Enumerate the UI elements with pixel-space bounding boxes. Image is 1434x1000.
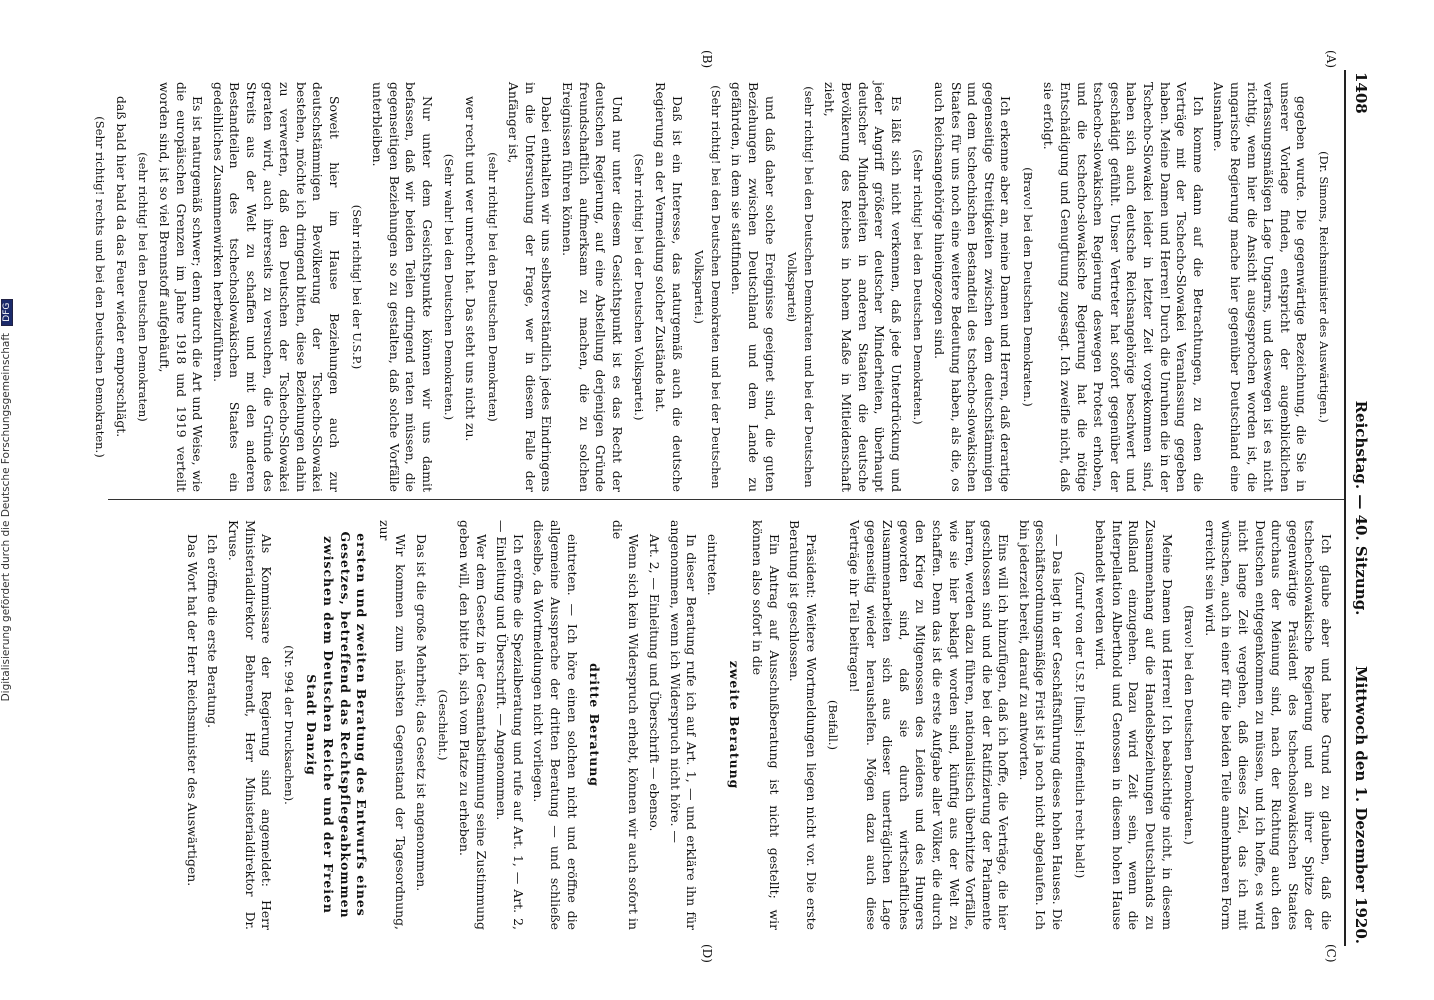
footer-strip <box>0 0 20 1000</box>
interjection: (Dr. Simons, Reichsminister des Auswärtigen.) <box>1317 151 1331 423</box>
paragraph: Ein Antrag auf Ausschußberatung ist nicht gestellt; wir können also sofort in die <box>750 520 782 930</box>
interjection: (Sehr richtig! bei der U.S.P.) <box>349 204 364 370</box>
interjection: (Bravo! bei den Deutschen Demokraten.) <box>1020 167 1035 407</box>
right-column <box>179 520 1334 930</box>
paragraph: Wenn sich kein Widerspruch erhebt, können wir auch sofort in die <box>609 520 642 930</box>
paragraph: Es ist naturgemäß schwer; denn durch die Art und Weise, wie die europäischen Grenzen im Jahre 1918 und 1919 verteilt worden sind, ist so viel Brennstoff aufgehäuft, <box>157 82 206 492</box>
interjection: (sehr richtig! bei den Deutschen Demokraten und bei der Deutschen Volkspartei) <box>785 86 816 488</box>
footer-credit-text: Digitalisierung gefördert durch die Deutsche Forschungsgemeinschaft <box>0 333 12 702</box>
paragraph: Und nur unter diesem Gesichtspunkt ist es das Recht der deutschen Regierung, auf eine Abstellung derjenigen Gründe freundschaftlich aufmerksam zu machen, die zu solchen Ereignissen führen können. <box>560 82 625 492</box>
paragraph: und daß daher solche Ereignisse geeignet sind, die guten Beziehungen zwischen Deutschland und dem Lande zu gefährden, in dem sie stattfinden. <box>729 82 778 492</box>
agenda-heading: zweite Beratung <box>727 660 743 790</box>
paragraph: eintreten. <box>704 534 720 596</box>
paragraph: Soweit hier im Hause Beziehungen auch zur deutschstämmigen Bevölkerung der Tschecho-Slowakei bestehen, möchte ich dringend bitten, diese Beziehungen dahin zu verwerten, daß den Deutschen der Tschecho-Slowakei geraten wird, auch ihrerseits zu versuchen, die Gründe des Streits aus der Welt zu schaffen und mit den anderen Bestandteilen des tschechoslowakischen Staates ein gedeihliches Zusammenwirken herbeizuführen. <box>210 82 342 492</box>
paragraph: Das Wort hat der Herr Reichsminister des Auswärtigen. <box>184 534 200 887</box>
paragraph: Präsident: Weitere Wortmeldungen liegen nicht vor. Die erste Beratung ist geschlossen. <box>787 520 819 930</box>
interjection: (Bravo! bei den Deutschen Demokraten.) <box>1182 605 1197 845</box>
interjection: (Sehr richtig! bei den Deutschen Demokraten.) <box>911 149 926 425</box>
interjection: (Beifall.) <box>826 699 841 751</box>
paragraph: Ich erkenne aber an, meine Damen und Herren, daß derartige gegenseitige Streitigkeiten zwischen dem deutschstämmigen und dem tschechischen Bestandteil des tschecho-slowakischen Staates für uns noch eine weitere Bedeutung haben, als die, os auch Reichsangehörige hineingezogen sind. <box>931 82 1014 492</box>
interjection: (Sehr richtig! bei den Deutschen Demokraten und bei der Deutschen Volkspartei.) <box>692 85 723 489</box>
paragraph: Ich glaube aber und habe Grund zu glauben, daß die tschechoslowakische Regierung und an ihrer Spitze der gegenwärtige Präsident des tschechoslowakischen Staates durchaus der Meinung sind, nach der Richtung auch den Deutschen entgegenkommen zu müssen, und ich hoffe, es wird nicht lange Zeit vergehen, daß dieses Ziel, das ich mit wünschen, auch in einer für die beiden Teile annehmbaren Form erreicht sein wird. <box>1202 520 1334 930</box>
interjection: (Sehr wahr! bei den Deutschen Demokraten.) <box>442 153 457 421</box>
session-title: Reichstag. — 40. Sitzung. <box>1352 400 1370 616</box>
interjection: (sehr richtig! bei den Deutschen Demokraten) <box>136 152 151 422</box>
dfg-logo: DFG <box>1 299 13 326</box>
footer-credit <box>0 0 20 1000</box>
interjection: (Zuruf von der U.S.P. [links]: Hoffentlich recht bald!) <box>1072 571 1087 879</box>
paragraph: Ich eröffne die Spezialberatung und rufe auf Art. 1, — Art. 2, — Einleitung und Überschrift. — Angenommen. <box>494 520 526 930</box>
paragraph: Wir kommen zum nächsten Gegenstand der Tagesordnung, zur <box>376 520 409 930</box>
interjection: (Sehr richtig! rechts und bei den Deutschen Demokraten.) <box>93 116 108 458</box>
page-number: 1408 <box>1352 72 1370 114</box>
agenda-heading: ersten und zweiten Beratung des Entwurfs eines Gesetzes, betreffend das Rechtspflegeabkommen zwischen dem Deutschen Reiche und der Freien Stadt Danzig <box>304 531 370 919</box>
paragraph: daß bald hier bald da das Feuer wieder emporschlägt. <box>113 96 129 438</box>
paragraph: — Das liegt in der Geschäftsführung dieses hohen Hauses. Die geschäftsordnungsmäßige Frist ist ja noch nicht abgelaufen. Ich bin jederzeit bereit, darauf zu antworten. <box>1016 520 1066 930</box>
paragraph: Es läßt sich nicht verkennen, daß jede Unterdrückung und jeder Angriff größerer deutscher Minderheiten, überhaupt deutscher Minderheiten in anderen Staaten die deutsche Bevölkerung des Reiches in hohem Maße in Mitleidenschaft zieht, <box>822 82 904 492</box>
paragraph: gegeben wurde. Die gegenwärtige Bezeichnung, die Sie in unserer Vorlage finden, entspricht der augenblicklichen verfassungsmäßigen Lage Ungarns, und deswegen ist es nicht richtig, wenn hier die Ansicht ausgesprochen worden ist, die ungarische Regierung mache hier gegenüber Deutschland eine Ausnahme. <box>1211 82 1310 492</box>
margin-marker-c: (C) <box>1324 944 1338 963</box>
interjection: (Nr. 994 der Drucksachen). <box>281 645 296 805</box>
paragraph: Nur unter dem Gesichtspunkte können wir uns damit befassen, daß wir beiden Teilen dringend raten müssen, die gegenseitigen Beziehungen so zu gestalten, daß solche Vorfälle unterbleiben. <box>370 82 435 492</box>
paragraph: Eins will ich hinzufügen, daß ich hoffe, die Verträge, die hier geschlossen sind und die bei der Ratifizierung der Parlamente harren, werden dazu führen, nationalistisch überhitzte Vorfälle, wie sie hier beklagt worden sind, künftig aus der Welt zu schaffen. Denn das ist die erste Aufgabe aller Völker, die durch den Krieg zu Mitgenossen des Leidens und des Hungers geworden sind, daß sie durch wirtschaftliches Zusammenarbeiten sich aus dieser unerträglichen Lage gegenseitig wieder heraushelfen. Mögen dazu auch diese Verträge ihr Teil beitragen! <box>846 520 1012 930</box>
page-header <box>1340 72 1380 944</box>
paragraph: In dieser Beratung rufe ich auf Art. 1, — und erkläre ihn für angenommen, wenn ich Widerspruch nicht höre. — <box>667 520 700 930</box>
margin-marker-b: (B) <box>700 50 714 69</box>
column-divider <box>108 499 1344 500</box>
paragraph: Als Kommissare der Regierung sind angemeldet: Herr Ministerialdirektor Behrendt, Herr Ministerialdirektor Dr. Kruse. <box>225 520 275 930</box>
header-rule <box>1344 70 1346 946</box>
left-column <box>86 82 1334 492</box>
paragraph: Daß ist ein Interesse, das naturgemäß auch die deutsche Regierung an der Vermeidung solcher Zustände hat. <box>653 82 685 492</box>
paragraph: Das ist die große Mehrheit; das Gesetz ist angenommen. <box>413 534 429 892</box>
paragraph: Ich komme dann auf die Betrachtungen, zu denen die Verträge mit der Tschecho-Slowakei Veranlassung gegeben haben. Meine Damen und Herren! Durch die Unruhen die in der Tschecho-Slowakei leider in letzter Zeit vorgekommen sind, haben sich auch deutsche Reichsangehörige beschwert und geschädigt gefühlt. Unser Vertreter hat sofort gegenüber der tschecho-slowakischen Regierung deswegen Protest erhoben, und die tschecho-slowakische Regierung hat die nötige Entschädigung und Genugtuung zugesagt. Ich zweifle nicht, daß sie erfolgt. <box>1041 82 1206 492</box>
paragraph: Art. 2, — Einleitung und Überschrift — ebenso. <box>647 534 663 832</box>
interjection: (Sehr richtig! bei der Deutschen Volkspartei.) <box>632 153 647 421</box>
paragraph: Wer dem Gesetz in der Gesamtabstimmung seine Zustimmung geben will, den bitte ich, sich vom Platze zu erheben. <box>457 520 489 930</box>
interjection: (Geschieht.) <box>436 689 451 761</box>
margin-marker-d: (D) <box>700 944 714 963</box>
agenda-heading: dritte Beratung <box>587 663 603 787</box>
paragraph: wer recht und wer unrecht hat. Das steht uns nicht zu. <box>463 96 479 442</box>
margin-marker-a: (A) <box>1324 50 1338 69</box>
interjection: (sehr richtig! bei den Deutschen Demokraten) <box>485 152 500 422</box>
session-date: Mittwoch den 1. Dezember 1920. <box>1352 666 1370 944</box>
paragraph: Meine Damen und Herren! Ich beabsichtige nicht, in diesem Zusammenhang auf die Handelsbeziehungen Deutschlands zu Rußland einzugehen. Dazu wird Zeit sein, wenn die Interpellation Alberthold und Genossen in diesem hohen Hause behandelt werden wird. <box>1093 520 1175 930</box>
paragraph: eintreten. — Ich höre einen solchen nicht und eröffne die allgemeine Aussprache der dritten Beratung — und schließe dieselbe, da Wortmeldungen nicht vorliegen. <box>531 520 580 930</box>
paragraph: Ich eröffne die erste Beratung. <box>205 534 221 729</box>
paragraph: Dabei enthalten wir uns selbstverständlich jedes Eindringens in die Untersuchung der Frage, wer in diesem Falle der Anfänger ist, <box>506 82 555 492</box>
